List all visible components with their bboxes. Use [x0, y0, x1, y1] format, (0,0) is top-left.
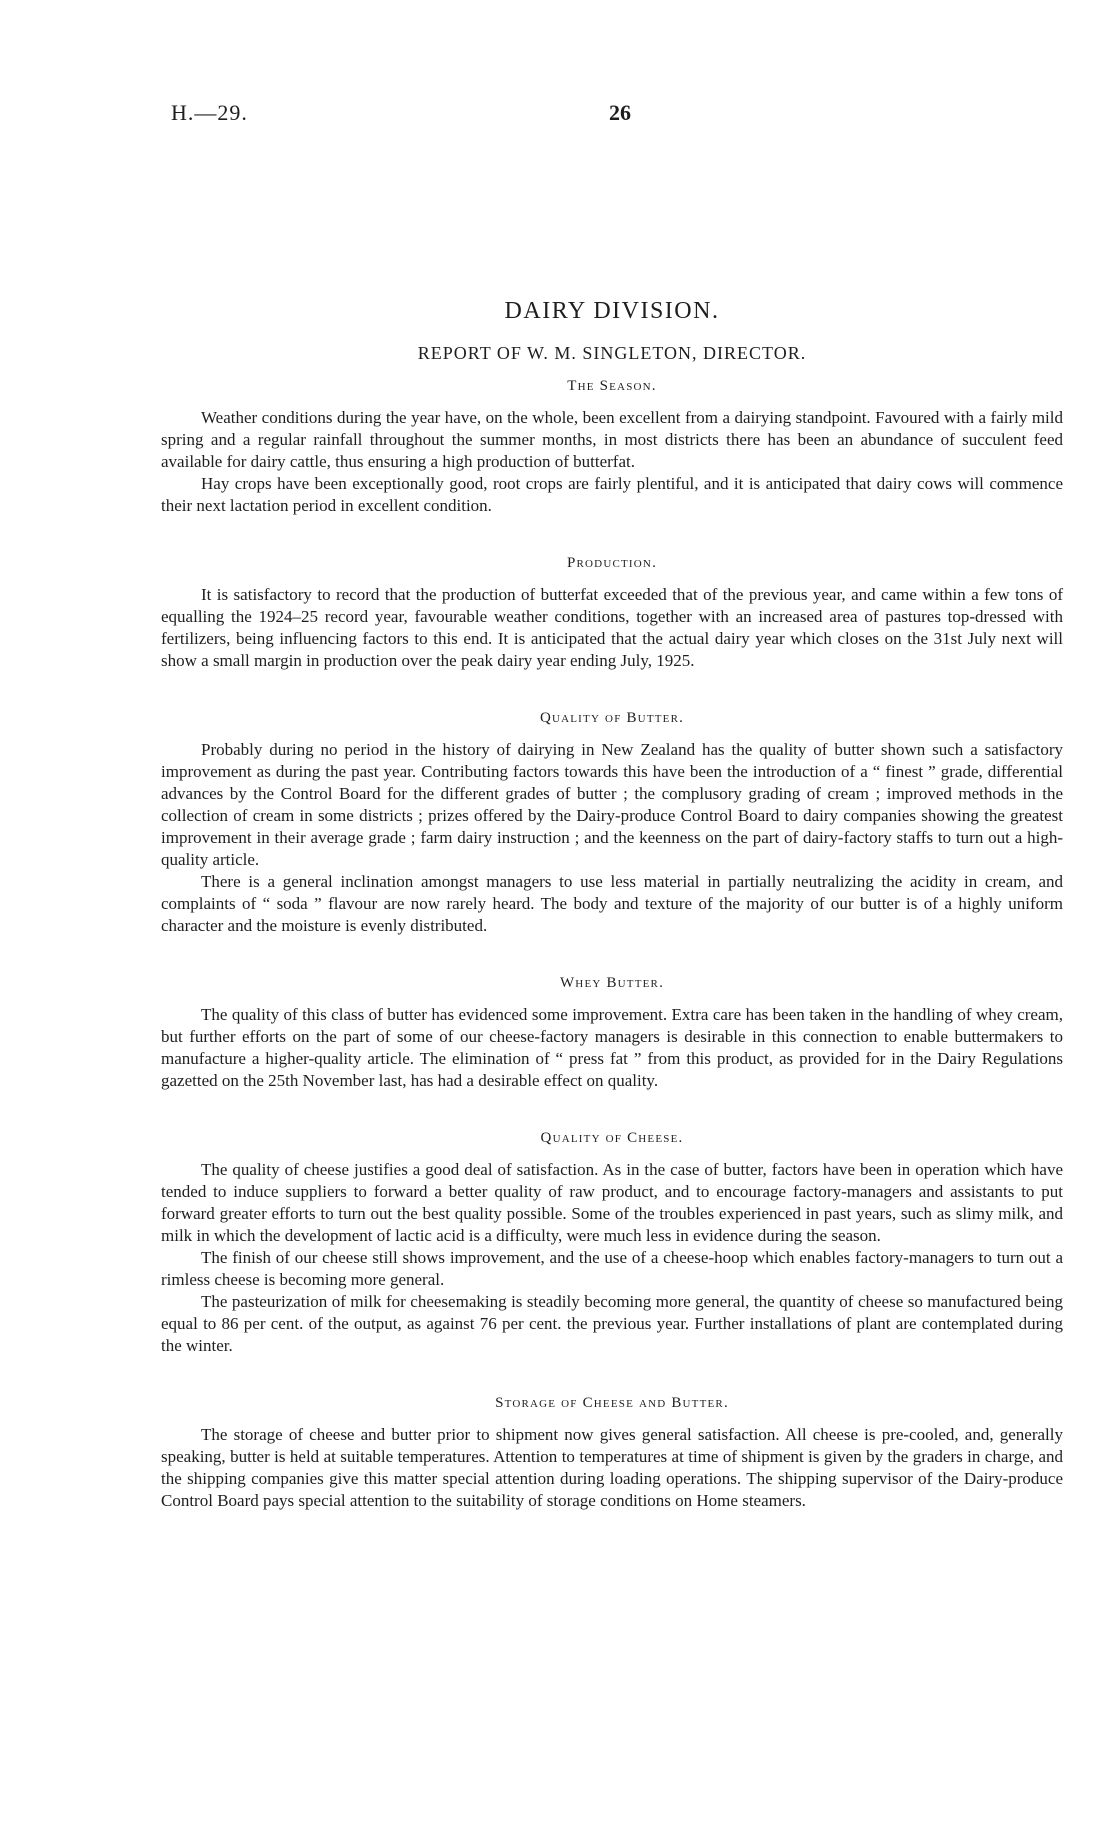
paragraph: The finish of our cheese still shows improvement, and the use of a cheese-hoop which enables factory-managers to turn out a rimless cheese is becoming more general.	[161, 1248, 1063, 1289]
division-title: DAIRY DIVISION.	[504, 298, 720, 324]
section-heading: Quality of Cheese.	[540, 1130, 684, 1146]
paragraph: Probably during no period in the history of dairying in New Zealand has the quality of butter shown such a satisfactory improvement as during the past year. Contributing factors towards this have been the introduction of a “ finest ” grade, differential advances by the Control Board for the different grades of butter ; the complusory grading of cream ; improved methods in the collection of cream in some districts ; prizes offered by the Dairy-produce Control Board to dairy companies showing the greatest improvement in their average grade ; farm dairy instruction ; and the keenness on the part of dairy-factory staffs to turn out a high-quality article.	[161, 740, 1063, 869]
document-reference: H.—29.	[171, 100, 248, 125]
page-number: 26	[609, 100, 631, 125]
paragraph: The pasteurization of milk for cheesemaking is steadily becoming more general, the quantity of cheese so manufactured being equal to 86 per cent. of the output, as against 76 per cent. the previous year. Further installations of plant are contemplated during the winter.	[161, 1292, 1063, 1355]
section-heading: Quality of Butter.	[539, 710, 685, 726]
report-body	[161, 298, 1063, 1512]
paragraph: There is a general inclination amongst managers to use less material in partially neutralizing the acidity in cream, and complaints of “ soda ” flavour are now rarely heard. The body and texture of the majority of our butter is of a highly uniform character and the moisture is evenly distributed.	[161, 872, 1063, 935]
paragraph: The quality of cheese justifies a good deal of satisfaction. As in the case of butter, factors have been in operation which have tended to induce suppliers to forward a better quality of raw product, and to encourage factory-managers and assistants to put forward greater efforts to turn out the best quality possible. Some of the troubles experienced in past years, such as slimy milk, and milk in which the development of lactic acid is a difficulty, were much less in evidence during the season.	[161, 1160, 1063, 1245]
paragraph: It is satisfactory to record that the production of butterfat exceeded that of the previous year, and came within a few tons of equalling the 1924–25 record year, favourable weather conditions, together with an increased area of pastures top-dressed with fertilizers, being influencing factors to this end. It is anticipated that the actual dairy year which closes on the 31st July next will show a small margin in production over the peak dairy year ending July, 1925.	[161, 585, 1063, 670]
section-heading: The Season.	[567, 378, 657, 394]
section-heading: Production.	[566, 555, 658, 571]
paragraph: The storage of cheese and butter prior to shipment now gives general satisfaction. All cheese is pre-cooled, and, generally speaking, butter is held at suitable temperatures. Attention to temperatures at time of shipment is given by the graders in charge, and the shipping companies give this matter special attention during loading operations. The shipping supervisor of the Dairy-produce Control Board pays special attention to the suitability of storage conditions on Home steamers.	[161, 1425, 1063, 1510]
section-whey-butter	[161, 975, 1063, 1092]
section-heading: Storage of Cheese and Butter.	[495, 1395, 729, 1411]
paragraph: Hay crops have been exceptionally good, root crops are fairly plentiful, and it is anticipated that dairy cows will commence their next lactation period in excellent condition.	[161, 474, 1063, 515]
report-subtitle: REPORT OF W. M. SINGLETON, DIRECTOR.	[417, 343, 807, 363]
paragraph: Weather conditions during the year have, on the whole, been excellent from a dairying standpoint. Favoured with a fairly mild spring and a regular rainfall throughout the summer months, in most districts there has been an abundance of succulent feed available for dairy cattle, thus ensuring a high production of butterfat.	[161, 408, 1063, 471]
section-the-season	[161, 378, 1063, 517]
section-quality-of-butter	[161, 710, 1063, 937]
section-storage-of-cheese-and-butter	[161, 1395, 1063, 1512]
paragraph: The quality of this class of butter has evidenced some improvement. Extra care has been taken in the handling of whey cream, but further efforts on the part of some of our cheese-factory managers is desirable in this connection to enable buttermakers to manufacture a higher-quality article. The elimination of “ press fat ” from this product, as provided for in the Dairy Regulations gazetted on the 25th November last, has had a desirable effect on quality.	[161, 1005, 1063, 1090]
section-heading: Whey Butter.	[559, 975, 665, 991]
section-quality-of-cheese	[161, 1130, 1063, 1357]
section-production	[161, 555, 1063, 672]
